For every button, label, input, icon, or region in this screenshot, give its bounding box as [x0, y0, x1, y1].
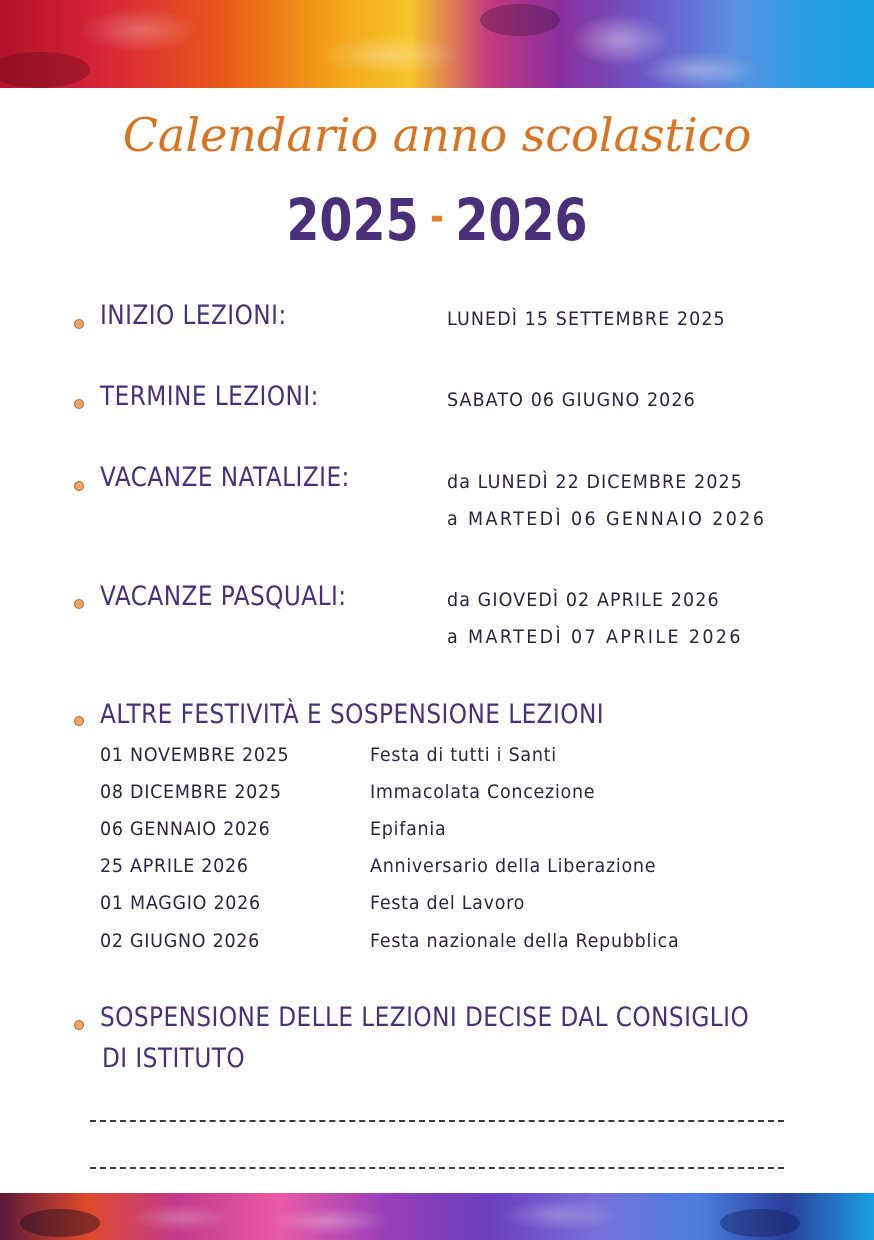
vacanze-natalizie-label: VACANZE NATALIZIE: [100, 462, 350, 493]
festivita-heading: ALTRE FESTIVITÀ E SOSPENSIONE LEZIONI [100, 699, 605, 730]
termine-lezioni-value: SABATO 06 GIUGNO 2026 [447, 389, 696, 411]
festivita-date: 06 GENNAIO 2026 [100, 818, 271, 840]
festivita-date: 02 GIUGNO 2026 [100, 930, 261, 952]
school-year [79, 186, 796, 254]
festivita-desc: Epifania [370, 818, 447, 840]
consiglio-heading-line2: DI ISTITUTO [102, 1043, 246, 1074]
year-separator: - [430, 194, 444, 240]
blank-line-1 [90, 1120, 784, 1122]
top-decorative-banner [0, 0, 874, 88]
bullet-icon [74, 1020, 84, 1030]
festivita-date: 25 APRILE 2026 [100, 855, 249, 877]
vacanze-pasquali-label: VACANZE PASQUALI: [100, 581, 347, 612]
inizio-lezioni-label: INIZIO LEZIONI: [100, 300, 287, 331]
vacanze-pasquali-to: a MARTEDÌ 07 APRILE 2026 [447, 626, 743, 648]
inizio-lezioni-value: LUNEDÌ 15 SETTEMBRE 2025 [447, 308, 726, 330]
blank-line-2 [90, 1167, 784, 1169]
bullet-icon [74, 319, 84, 329]
festivita-desc: Festa del Lavoro [370, 892, 526, 914]
bullet-icon [74, 599, 84, 609]
festivita-desc: Immacolata Concezione [370, 781, 596, 803]
vacanze-natalizie-to: a MARTEDÌ 06 GENNAIO 2026 [447, 508, 767, 530]
festivita-date: 08 DICEMBRE 2025 [100, 781, 282, 803]
termine-lezioni-label: TERMINE LEZIONI: [100, 381, 319, 412]
bullet-icon [74, 716, 84, 726]
vacanze-pasquali-from: da GIOVEDÌ 02 APRILE 2026 [447, 589, 720, 611]
consiglio-heading-line1: SOSPENSIONE DELLE LEZIONI DECISE DAL CONSIGLIO [100, 1002, 750, 1033]
year-end: 2026 [455, 186, 588, 254]
festivita-desc: Anniversario della Liberazione [370, 855, 657, 877]
bottom-decorative-banner [0, 1193, 874, 1240]
festivita-desc: Festa di tutti i Santi [370, 744, 557, 766]
bullet-icon [74, 399, 84, 409]
festivita-desc: Festa nazionale della Repubblica [370, 930, 680, 952]
year-start: 2025 [286, 186, 419, 254]
festivita-date: 01 NOVEMBRE 2025 [100, 744, 290, 766]
festivita-date: 01 MAGGIO 2026 [100, 892, 261, 914]
vacanze-natalizie-from: da LUNEDÌ 22 DICEMBRE 2025 [447, 471, 743, 493]
calendar-title: Calendario anno scolastico [122, 108, 752, 162]
bullet-icon [74, 481, 84, 491]
